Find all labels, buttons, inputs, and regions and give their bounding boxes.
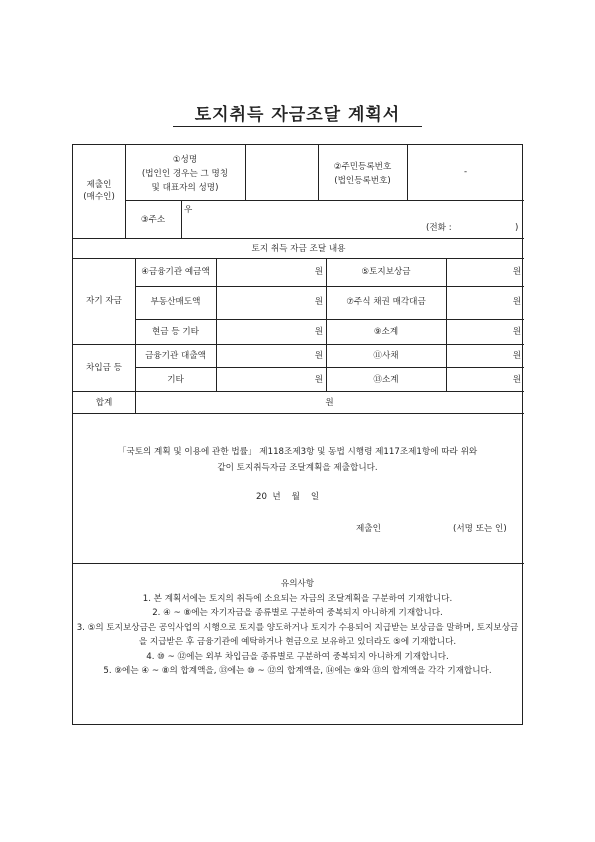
section-header: 토지 취득 자금 조달 내용 <box>251 244 346 254</box>
own-subtotal-label: ⑨소계 <box>373 327 399 337</box>
rule-h-borrow-1 <box>135 367 524 368</box>
declaration-date: 20 년 월 일 <box>256 492 320 502</box>
declaration-text <box>75 444 520 476</box>
bank-loan-unit: 원 <box>314 351 323 361</box>
note-item: 4. ⑩ ~ ⑫에는 외부 차입금을 종류별로 구분하여 중복되지 아니하게 기재합니다. <box>146 651 449 662</box>
rule-h-section <box>73 238 524 239</box>
notes-title: 유의사항 <box>280 579 315 589</box>
rule-h-own-1 <box>135 286 524 287</box>
note-item: 1. 본 계획서에는 토지의 취득에 소요되는 자금의 조달계획을 구분하여 기재합니다. <box>142 593 453 604</box>
id-number-field[interactable]: - <box>463 167 468 177</box>
applicant-label <box>73 179 125 203</box>
land-compensation-unit: 원 <box>512 267 521 277</box>
total-unit: 원 <box>325 398 334 408</box>
name-field[interactable] <box>247 165 317 179</box>
id-number-label-line2: (법인등록번호) <box>334 176 391 186</box>
note-item: 5. ⑨에는 ④ ~ ⑧의 합계액을, ⑬에는 ⑩ ~ ⑫의 합계액을, ⑭에는 ⑨와 ⑬의 합계액을 각각 기재합니다. <box>103 666 492 676</box>
declaration-line1: 「국토의 계획 및 이용에 관한 법률」 제118조제3항 및 동법 시행령 제117조제1항에 따라 위와 <box>117 447 478 457</box>
id-number-label <box>318 160 407 188</box>
note-item: 3. ⑤의 토지보상금은 공익사업의 시행으로 토지를 양도하거나 토지가 수용되어 지급받는 보상금을 말하며, 토지보상금을 지급받은 후 금융기관에 예탁하거나 현금으로 보유하고 있더라도 ⑤에 기재합니다. <box>76 622 519 647</box>
rule-v-name-label <box>245 145 246 200</box>
cash-other-label: 현금 등 기타 <box>152 327 199 337</box>
address-label: ③주소 <box>140 215 166 225</box>
id-number-label-line1: ②주민등록번호 <box>333 162 392 172</box>
deposit-unit: 원 <box>314 267 323 277</box>
declaration-line2: 같이 토지취득자금 조달계획을 제출합니다. <box>217 463 378 473</box>
applicant-label-line1: 제출인 <box>86 180 112 190</box>
rule-h-own-bottom <box>73 344 524 345</box>
rule-h-total-bottom <box>73 413 524 414</box>
notes-block <box>74 577 521 679</box>
cash-other-unit: 원 <box>314 327 323 337</box>
deposit-label: ④금융기관 예금액 <box>141 267 210 277</box>
rule-h-own-2 <box>135 319 524 320</box>
phone-field[interactable] <box>461 221 511 234</box>
bank-loan-label: 금융기관 대출액 <box>145 351 206 361</box>
submitter-label: 제출인 <box>356 524 381 534</box>
borrowed-subtotal-unit: 원 <box>512 375 521 385</box>
borrowed-subtotal-label: ⑬소계 <box>373 375 399 385</box>
own-subtotal-unit: 원 <box>512 327 521 337</box>
real-estate-sale-unit: 원 <box>314 297 323 307</box>
phone-label: (전화 : <box>426 223 452 233</box>
other-borrowing-unit: 원 <box>314 375 323 385</box>
other-borrowing-label: 기타 <box>167 375 184 385</box>
name-label-line2: (법인인 경우는 그 명칭 <box>141 169 229 179</box>
document-title: 토지취득 자금조달 계획서 <box>194 105 401 125</box>
total-label: 합계 <box>95 398 113 408</box>
rule-h-funds-top <box>73 258 524 259</box>
signature-field[interactable]: (서명 또는 인) <box>453 524 507 534</box>
private-loan-unit: 원 <box>512 351 521 361</box>
note-item: 2. ④ ~ ⑧에는 자기자금을 종류별로 구분하여 중복되지 아니하게 기재합니다. <box>152 608 443 618</box>
applicant-label-line2: (매수인) <box>83 192 115 202</box>
title-underline <box>173 126 422 127</box>
postal-mark: 우 <box>184 205 193 215</box>
rule-h-address <box>125 200 524 201</box>
rule-h-borrow-bottom <box>73 391 524 392</box>
rule-v-address-label <box>181 200 182 238</box>
private-loan-label: ⑪사채 <box>373 351 399 361</box>
stock-bond-sale-unit: 원 <box>512 297 521 307</box>
name-label-line1: ①성명 <box>172 155 198 165</box>
name-label <box>125 153 245 195</box>
phone-close: ) <box>515 223 519 233</box>
land-compensation-label: ⑤토지보상금 <box>361 267 411 277</box>
rule-h-declaration-bottom <box>73 563 524 564</box>
own-funds-label: 자기 자금 <box>86 296 122 306</box>
address-field[interactable] <box>197 205 517 219</box>
name-label-line3: 및 대표자의 성명) <box>151 183 219 193</box>
real-estate-sale-label: 부동산매도액 <box>150 297 201 307</box>
borrowed-funds-label: 차입금 등 <box>86 363 122 373</box>
stock-bond-sale-label: ⑦주식 채권 매각대금 <box>346 297 426 307</box>
